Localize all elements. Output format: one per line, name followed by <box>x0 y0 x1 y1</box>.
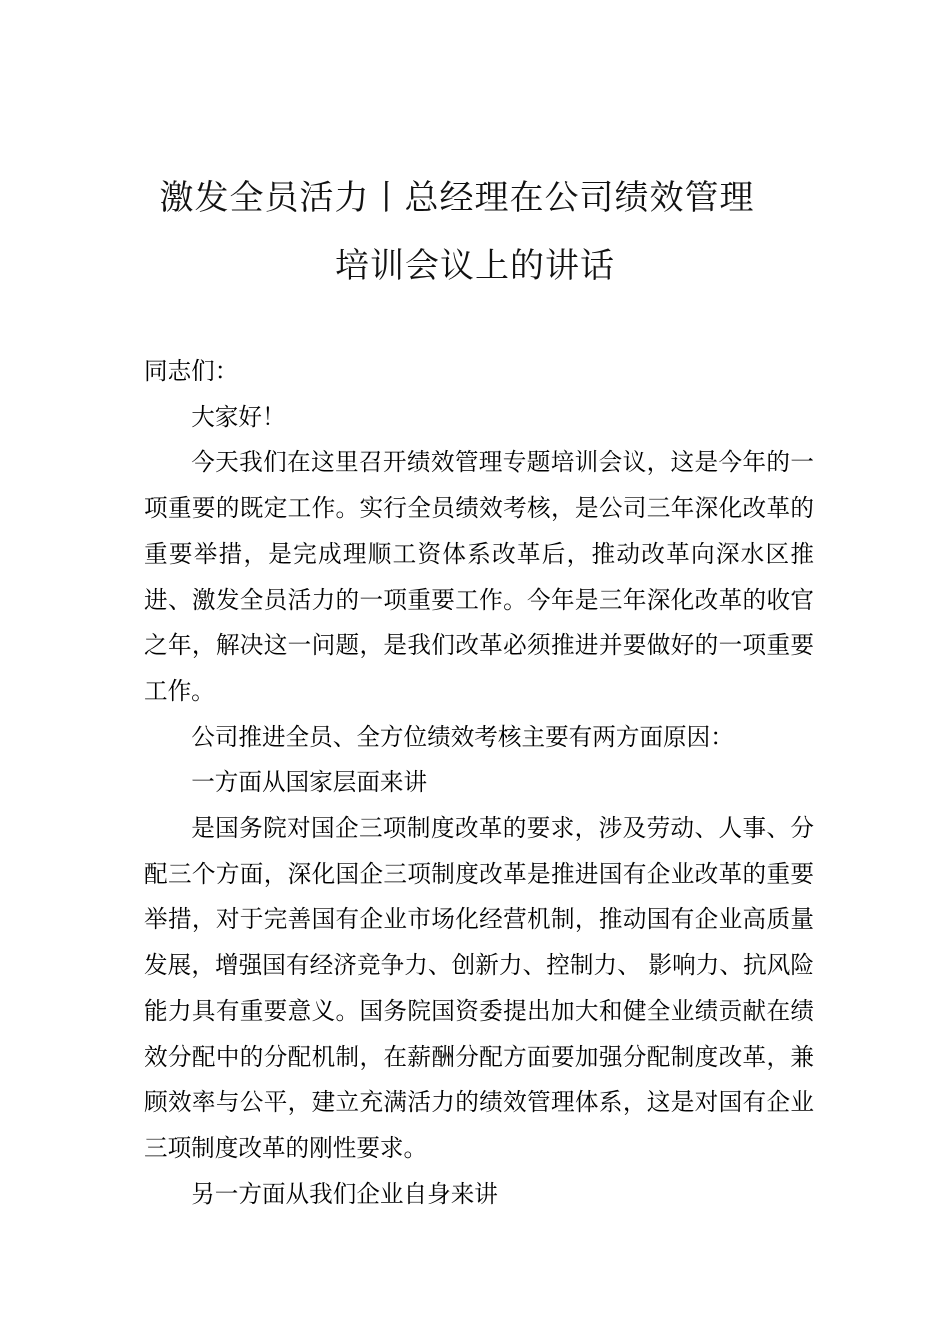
paragraph-intro: 今天我们在这里召开绩效管理专题培训会议，这是今年的一项重要的既定工作。实行全员绩效考核，是公司三年深化改革的重要举措，是完成理顺工资体系改革后，推动改革向深水区推进、激发全员活力的一项重要工作。今年是三年深化改革的收官之年，解决这一问题，是我们改革必须推进并要做好的一项重要工作。 <box>144 448 814 705</box>
paragraph-greeting: 大家好！ <box>191 402 286 431</box>
salutation: 同志们： <box>144 357 239 385</box>
paragraph-national-heading: 一方面从国家层面来讲 <box>191 768 428 797</box>
document-title-line-1: 激发全员活力丨总经理在公司绩效管理 <box>159 178 755 218</box>
paragraph-reasons: 公司推进全员、全方位绩效考核主要有两方面原因： <box>191 722 734 751</box>
paragraph-national-detail: 是国务院对国企三项制度改革的要求，涉及劳动、人事、分配三个方面，深化国企三项制度改革是推进国有企业改革的重要举措，对于完善国有企业市场化经营机制，推动国有企业高质量发展，增强国有经济竞争力、创新力、控制力、 影响力、抗风险能力具有重要意义。国务院国资委提出加大和健全业绩贡献在绩效分配中的分配机制，在薪酬分配方面要加强分配制度改革，兼顾效率与公平，建立充满活力的绩效管理体系，这是对国有企业三项制度改革的刚性要求。 <box>144 814 814 1162</box>
paragraph-enterprise-heading: 另一方面从我们企业自身来讲 <box>191 1179 498 1208</box>
document-body <box>144 349 814 1217</box>
document-title-line-2: 培训会议上的讲话 <box>335 246 615 286</box>
